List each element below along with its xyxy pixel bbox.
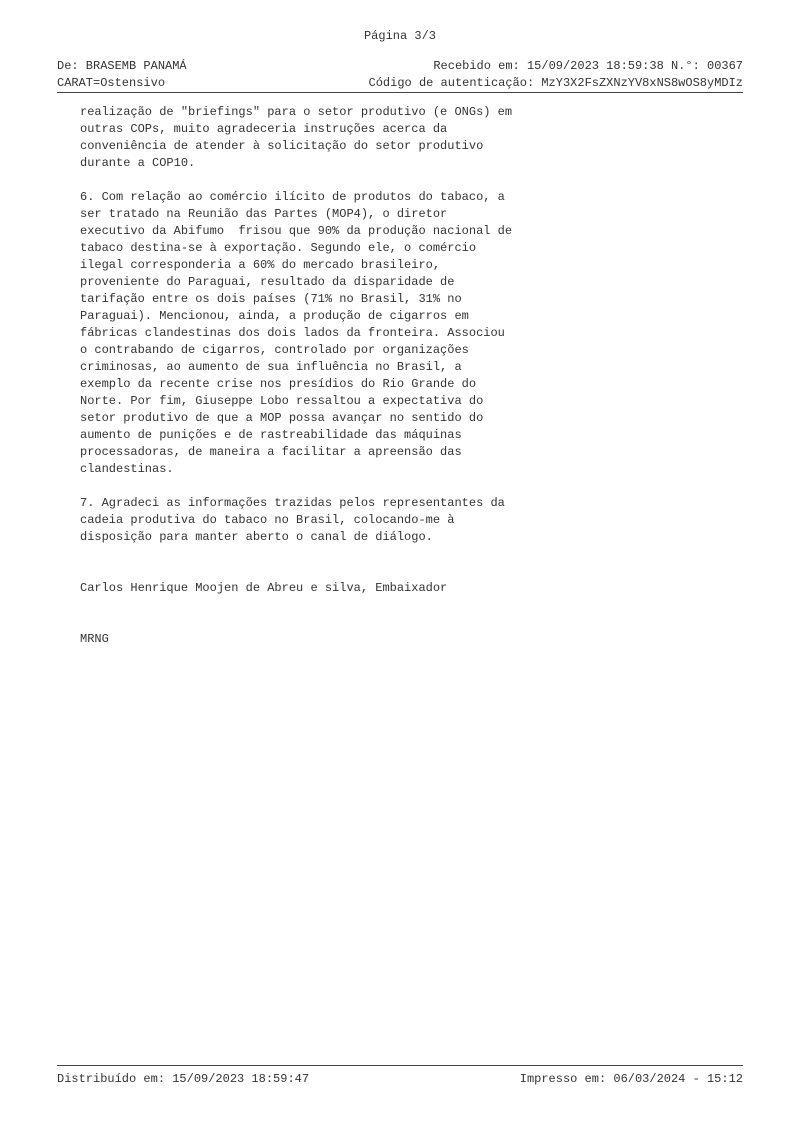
authentication-code: Código de autenticação: MzY3X2FsZXNzYV8xNS8wOS8yMDIz <box>368 76 743 90</box>
signature: Carlos Henrique Moojen de Abreu e silva, Embaixador <box>80 581 448 595</box>
header-row-sender <box>57 58 743 74</box>
paragraph-blank-2 <box>80 478 720 495</box>
printed-date: Impresso em: 06/03/2024 - 15:12 <box>519 1072 743 1086</box>
header-row-classification <box>57 75 743 91</box>
paragraph-blank-4 <box>80 563 720 580</box>
paragraph-blank-5 <box>80 597 720 614</box>
paragraph-blank-1 <box>80 172 720 189</box>
paragraph-7: 7. Agradeci as informações trazidas pelos representantes da cadeia produtiva do tabaco no Brasil, colocando-me à disposição para manter aberto o canal de diálogo. <box>80 496 505 544</box>
footer <box>57 1071 743 1087</box>
header-divider <box>57 92 743 93</box>
footer-divider <box>57 1065 743 1066</box>
paragraph-6: 6. Com relação ao comércio ilícito de produtos do tabaco, a ser tratado na Reunião das Partes (MOP4), o diretor executivo da Abifumo frisou que 90% da produção nacional de tabaco destina-se à exportação. Segundo ele, o comércio ilegal corresponderia a 60% do mercado brasileiro, proveniente do Paraguai, resultado da disparidade de tarifação entre os dois países (71% no Brasil, 31% no Paraguai). Mencionou, ainda, a produção de cigarros em fábricas clandestinas dos dois lados da fronteira. Associou o contrabando de cigarros, controlado por organizações criminosas, ao aumento de sua influência no Brasil, a exemplo da recente crise nos presídios do Rio Grande do Norte. Por fim, Giuseppe Lobo ressaltou a expectativa do setor produtivo de que a MOP possa avançar no sentido do aumento de punições e de rastreabilidade das máquinas processadoras, de maneira a facilitar a apreensão das clandestinas. <box>80 190 513 476</box>
distributed-date: Distribuído em: 15/09/2023 18:59:47 <box>57 1072 310 1086</box>
paragraph-continuation: realização de "briefings" para o setor produtivo (e ONGs) em outras COPs, muito agradeceria instruções acerca da conveniência de atender à solicitação do setor produtivo durante a COP10. <box>80 105 513 170</box>
classification: CARAT=Ostensivo <box>57 76 166 90</box>
page-number: Página 3/3 <box>363 29 436 43</box>
paragraph-blank-3 <box>80 546 720 563</box>
initials: MRNG <box>80 632 109 646</box>
sender: De: BRASEMB PANAMÁ <box>57 59 187 73</box>
received-info: Recebido em: 15/09/2023 18:59:38 N.°: 00367 <box>433 59 743 73</box>
document-body <box>80 104 720 648</box>
paragraph-blank-6 <box>80 614 720 631</box>
